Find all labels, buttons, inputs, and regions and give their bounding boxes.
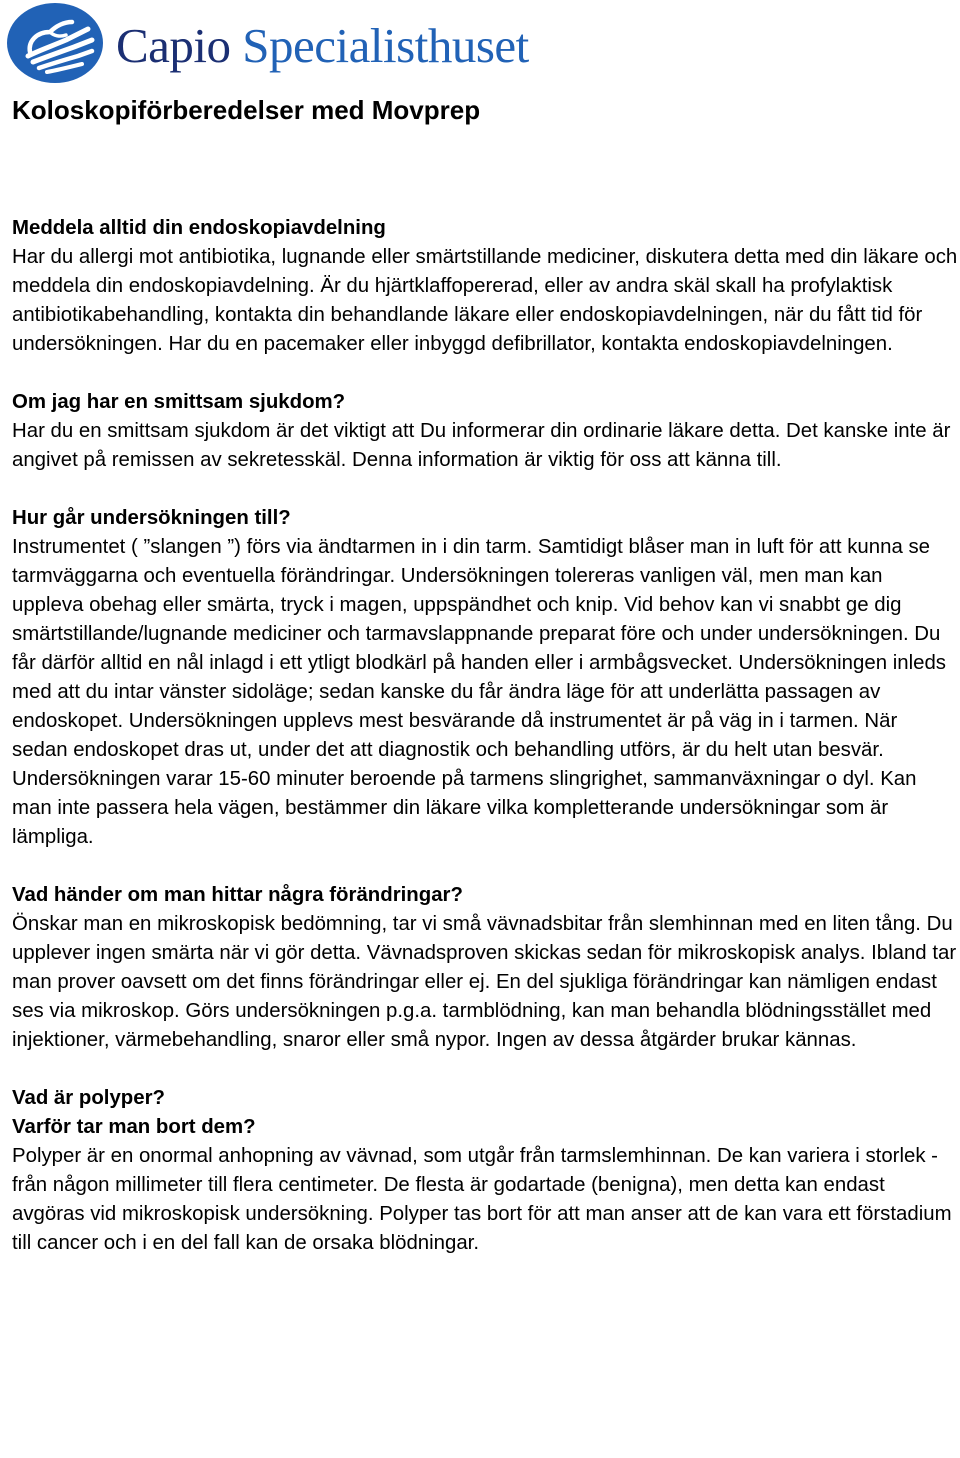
section-text: Har du en smittsam sjukdom är det viktigt att Du informerar din ordinarie läkare detta. Det kanske inte är angivet på remissen av sekretesskäl. Denna information är viktig för oss att känna till. [12, 420, 951, 471]
section-text: Polyper är en onormal anhopning av vävnad, som utgår från tarmslemhinnan. De kan variera i storlek - från någon millimeter till flera centimeter. De flesta är godartade (benigna), men detta kan endast avgöras vid mikroskopisk undersökning. Polyper tas bort för att man anser att de kan vara ett förstadium till cancer och i en del fall kan de orsaka blödningar. [12, 1145, 952, 1254]
brand-name [116, 17, 529, 73]
section-endoscopy-notice [12, 214, 958, 359]
section-procedure [12, 504, 958, 852]
section-subheading: Varför tar man bort dem? [12, 1116, 256, 1138]
section-text: Önskar man en mikroskopisk bedömning, tar vi små vävnadsbitar från slemhinnan med en liten tång. Du upplever ingen smärta när vi gör detta. Vävnadsproven skickas sedan för mikroskopisk analys. Ibland tar man prover oavsett om det finns förändringar eller ej. En del sjukliga förändringar kan nämligen endast ses via mikroskop. Görs undersökningen p.g.a. tarmblödning, kan man behandla blödningsstället med injektioner, värmebehandling, snaror eller små nypor. Ingen av dessa åtgärder brukar kännas. [12, 913, 957, 1051]
section-heading: Om jag har en smittsam sjukdom? [12, 391, 346, 413]
page-header [6, 2, 529, 84]
section-findings [12, 881, 958, 1055]
brand-primary: Capio [116, 17, 231, 73]
section-heading: Hur går undersökningen till? [12, 507, 291, 529]
brand-secondary: Specialisthuset [242, 17, 529, 73]
section-heading: Vad är polyper? [12, 1087, 165, 1109]
section-polyps [12, 1084, 958, 1258]
section-text: Har du allergi mot antibiotika, lugnande eller smärtstillande mediciner, diskutera detta med din läkare och meddela din endoskopiavdelning. Är du hjärtklaffopererad, eller av andra skäl skall ha profylaktisk antibiotikabehandling, kontakta din behandlande läkare eller endoskopiavdelningen, när du fått tid för undersökningen. Har du en pacemaker eller inbyggd defibrillator, kontakta endoskopiavdelningen. [12, 246, 958, 355]
document-title: Koloskopiförberedelser med Movprep [12, 95, 481, 125]
section-contagious-disease [12, 388, 958, 475]
section-heading: Meddela alltid din endoskopiavdelning [12, 217, 386, 239]
document-body [12, 214, 958, 1287]
section-text: Instrumentet ( ”slangen ”) förs via ändtarmen in i din tarm. Samtidigt blåser man in luft för att kunna se tarmväggarna och eventuella förändringar. Undersökningen tolereras vanligen väl, men man kan uppleva obehag eller smärta, tryck i magen, uppspändhet och knip. Vid behov kan vi snabbt ge dig smärtstillande/lugnande mediciner och tarmavslappnande preparat före och under undersökningen. Du får därför alltid en nål inlagd i ett ytligt blodkärl på handen eller i armbågsvecket. Undersökningen inleds med att du intar vänster sidoläge; sedan kanske du får ändra läge för att underlätta passagen av endoskopet. Undersökningen upplevs mest besvärande då instrumentet är på väg in i tarmen. När sedan endoskopet dras ut, under det att diagnostik och behandling utförs, är du helt utan besvär. Undersökningen varar 15-60 minuter beroende på tarmens slingrighet, sammanväxningar o dyl. Kan man inte passera hela vägen, bestämmer din läkare vilka kompletterande undersökningar som är lämpliga. [12, 536, 946, 848]
hand-icon [6, 2, 104, 84]
section-heading: Vad händer om man hittar några förändringar? [12, 884, 463, 906]
